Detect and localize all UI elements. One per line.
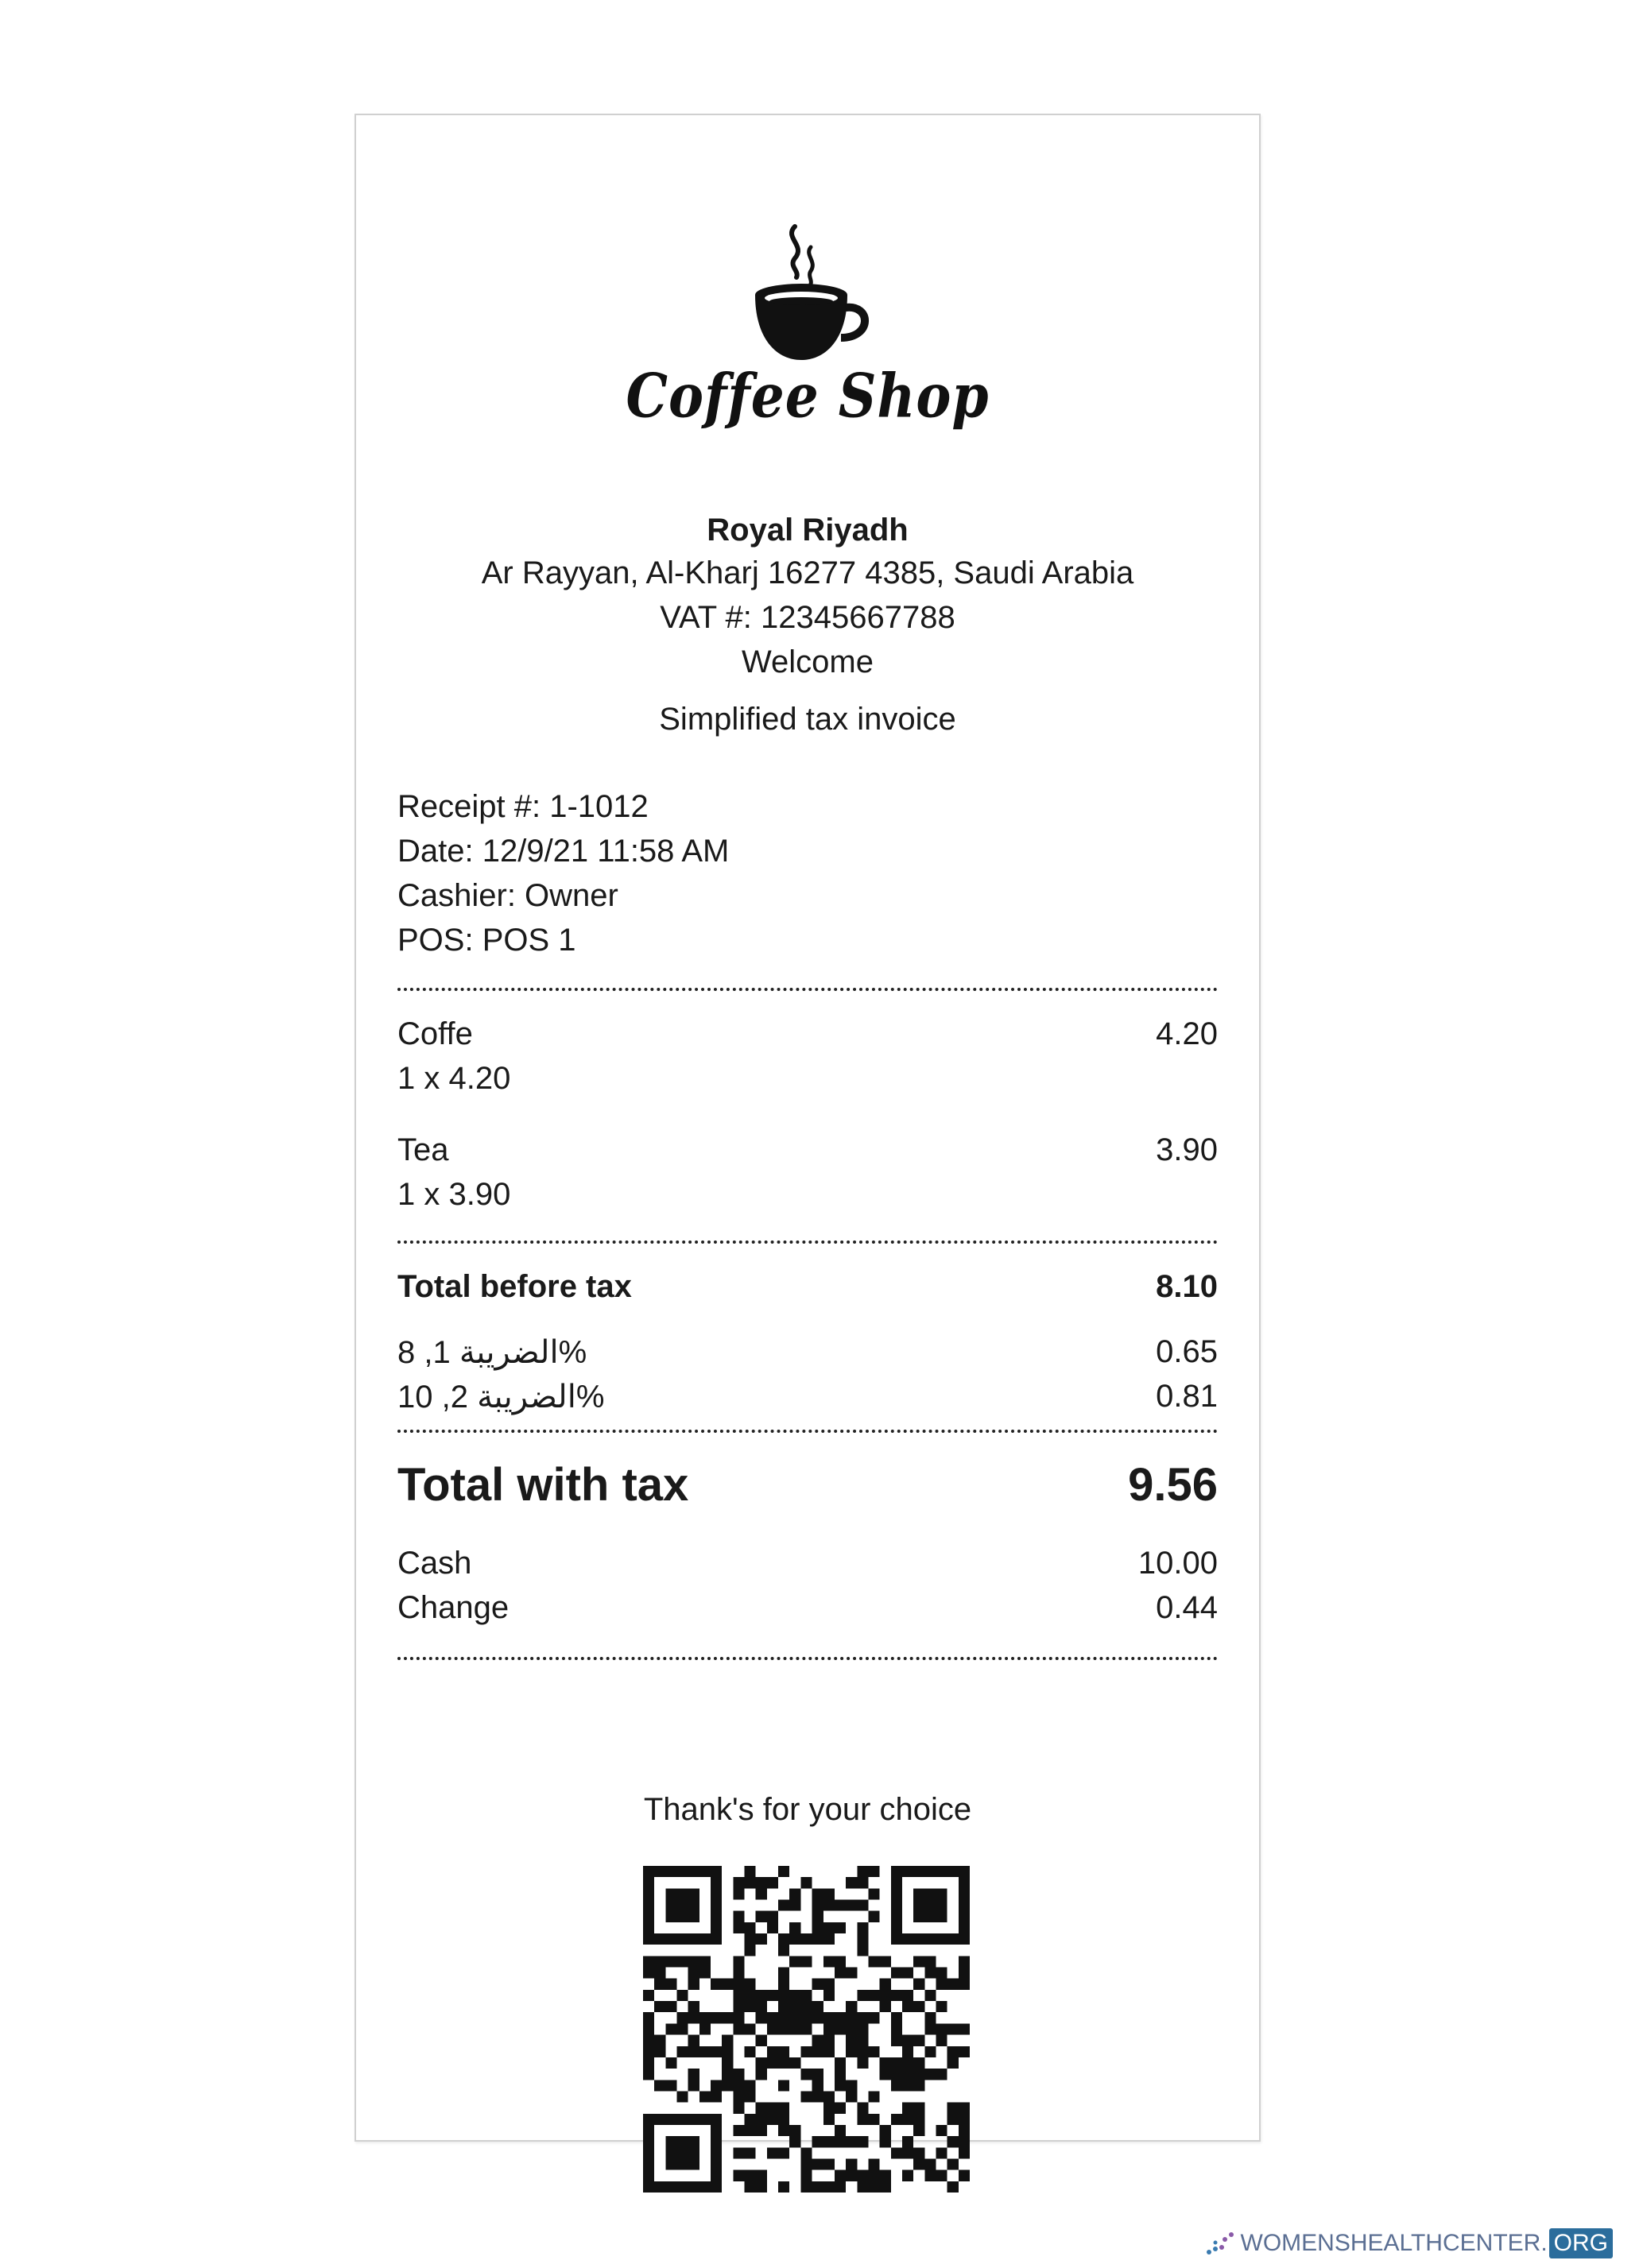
total-with-tax-value: 9.56 <box>1128 1459 1218 1511</box>
vat-number: VAT #: 12345667788 <box>660 600 955 635</box>
item-amount: 4.20 <box>1156 1016 1218 1051</box>
change-value: 0.44 <box>1156 1590 1218 1625</box>
separator <box>397 1240 1218 1244</box>
tax-value: 0.81 <box>1156 1379 1218 1414</box>
receipt-number: Receipt #: 1-1012 <box>397 789 649 824</box>
cash-label: Cash <box>397 1546 472 1581</box>
item-qty-line <box>397 1177 1218 1213</box>
item-qty-line <box>397 1061 1218 1097</box>
separator <box>397 1657 1218 1660</box>
total-with-tax <box>397 1458 1218 1511</box>
thanks-text: Thank's for your choice <box>643 1792 972 1827</box>
tax-label: الضريبة 1, 8% <box>397 1335 587 1370</box>
logo-wordmark: Coffee Shop <box>626 360 990 432</box>
item-name: Coffe <box>397 1016 473 1051</box>
invoice-title: Simplified tax invoice <box>659 702 956 737</box>
tax-value: 0.65 <box>1156 1334 1218 1369</box>
cash-row <box>397 1546 1218 1581</box>
item-name: Tea <box>397 1132 449 1167</box>
cashier: Cashier: Owner <box>397 878 618 913</box>
tax-label: الضريبة 2, 10% <box>397 1380 605 1415</box>
watermark-org: ORG <box>1549 2228 1613 2258</box>
coffee-cup-icon <box>736 219 879 370</box>
tax-line <box>397 1334 1218 1371</box>
pos: POS: POS 1 <box>397 923 576 958</box>
separator <box>397 1430 1218 1433</box>
total-before-tax-value: 8.10 <box>1156 1269 1218 1304</box>
total-before-tax <box>397 1269 1218 1305</box>
qr-code-icon <box>643 1866 970 2193</box>
dots-logo-icon <box>1204 2230 1236 2257</box>
line-item <box>397 1132 1218 1168</box>
separator <box>397 988 1218 991</box>
tax-line <box>397 1379 1218 1415</box>
coffee-shop-logo <box>356 219 1259 432</box>
store-address: Ar Rayyan, Al-Kharj 16277 4385, Saudi Arabia <box>481 555 1134 590</box>
change-row <box>397 1590 1218 1626</box>
receipt-date: Date: 12/9/21 11:58 AM <box>397 834 730 869</box>
watermark <box>1204 2228 1613 2258</box>
watermark-text: WOMENSHEALTHCENTER. <box>1240 2230 1548 2256</box>
total-with-tax-label: Total with tax <box>397 1459 689 1511</box>
cash-value: 10.00 <box>1137 1546 1218 1581</box>
change-label: Change <box>397 1590 510 1625</box>
welcome-text: Welcome <box>742 644 874 679</box>
total-before-tax-label: Total before tax <box>397 1269 632 1304</box>
item-qty: 1 x 4.20 <box>397 1061 511 1096</box>
item-amount: 3.90 <box>1156 1132 1218 1167</box>
item-qty: 1 x 3.90 <box>397 1177 511 1212</box>
receipt <box>355 114 1261 2142</box>
store-name: Royal Riyadh <box>707 513 909 548</box>
line-item <box>397 1016 1218 1052</box>
